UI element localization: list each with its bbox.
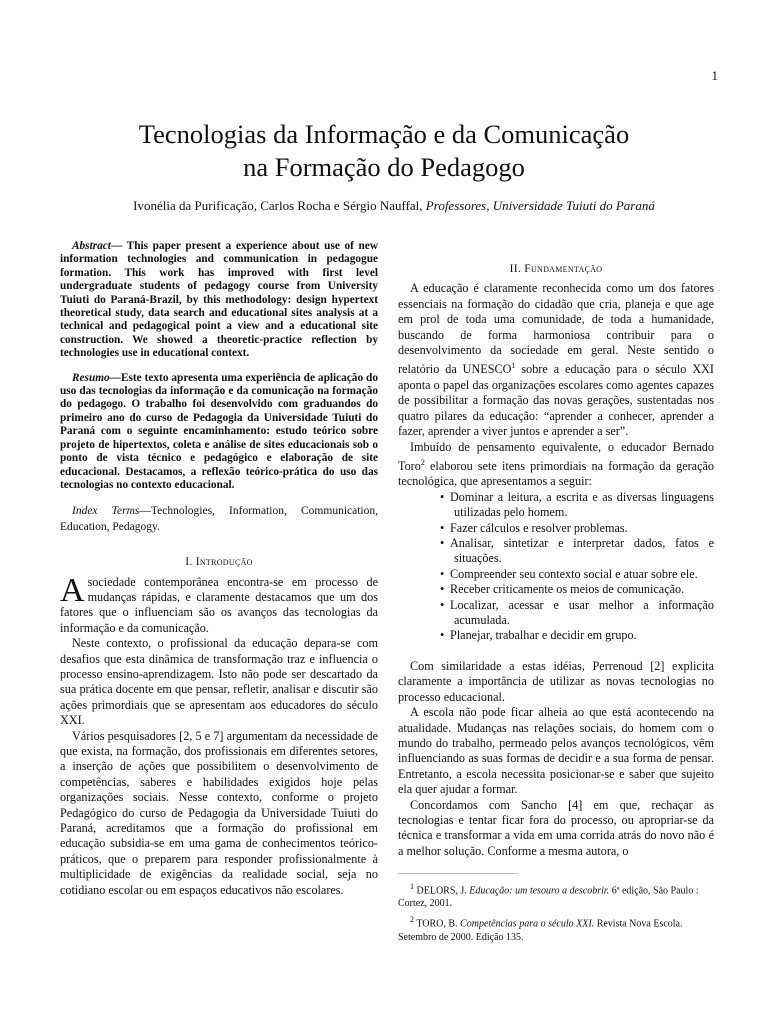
title-line-2: na Formação do Pedagogo xyxy=(243,152,525,182)
intro-paragraph-2: Neste contexto, o profissional da educação depara-se com desafios que esta dinâmica de transformação traz e influencia o processo ensino-aprendizagem. Isto não pode ser descartado da sua prática docente em que pensar, refletir, analisar e discutir são ações primordiais que se apresentam aos educadores do século XXI. xyxy=(60,636,378,728)
intro-paragraph-1: Asociedade contemporânea encontra-se em processo de mudanças rápidas, e claramente destacamos que um dos fatores que o influenciam são os avanços das tecnologias da informação e da comunicação. xyxy=(60,571,378,635)
resumo-text: —Este texto apresenta uma experiência de aplicação do uso das tecnologias da informação e da comunicação na formação do pedagogo. O trabalho foi desenvolvido com graduandos do primeiro ano do curso de Pedagogia da Universidade Tuiuti do Paraná com o seguinte encaminhamento: estudo teórico sobre projeto de hipertextos, coleta e análise de sites educacionais sob o ponto de vista técnico e pedagógico e elaboração de site educacional. Destacamos, a reflexão teórico-prática do uso das tecnologias no contexto educacional. xyxy=(60,371,378,491)
list-item: • Dominar a leitura, a escrita e as diversas linguagens utilizadas pelo homem. xyxy=(440,489,714,520)
list-item: • Planejar, trabalhar e decidir em grupo. xyxy=(440,628,637,643)
list-item: • Compreender seu contexto social e atuar sobre ele. xyxy=(440,566,698,581)
fund-paragraph-1: A educação é claramente reconhecida como um dos fatores essenciais na formação do cidadão que cria, planeja e que age em prol de toda uma comunidade, de toda a humanidade, buscando de forma harmoniosa contribuir para o desenvolvimento da sociedade em geral. Neste sentido o relatório da UNESCO$^1$ sobre a educação para o século XXI aponta o papel das organizações escolares como agentes capazes de possibilitar a formação das novas gerações, sustentadas nos quatro pilares da educação: “aprender a conhecer, aprender a fazer, aprender a viver juntos e aprender a ser”. xyxy=(398,281,714,439)
bullet-icon: • xyxy=(440,536,445,551)
left-column xyxy=(60,240,378,898)
page-number: 1 xyxy=(711,68,718,83)
index-terms-label: Index Terms xyxy=(72,505,140,518)
index-terms xyxy=(60,504,378,535)
bullet-icon: • xyxy=(440,597,445,612)
bullet-icon: • xyxy=(440,628,445,643)
abstract-label: Abstract xyxy=(72,240,111,252)
resumo-label: Resumo xyxy=(72,371,110,384)
right-column xyxy=(398,262,714,944)
footnotes xyxy=(398,880,714,944)
title-line-1: Tecnologias da Informação e da Comunicação xyxy=(138,119,630,149)
resumo xyxy=(60,372,378,493)
affiliation: Professores, Universidade Tuiuti do Paraná xyxy=(425,198,655,213)
section-1-heading: I. Introdução xyxy=(185,556,253,569)
list-item: • Receber criticamente os meios de comunicação. xyxy=(440,582,685,597)
fund-paragraph-4: A escola não pode ficar alheia ao que está acontecendo na atualidade. Mudanças nas relações sociais, do homem com o mundo do trabalho, permeado pelos avanços tecnológicos, vêm influenciando as suas formas de decidir e a sua forma de pensar. Entretanto, a escola necessita posicionar-se e saber que sujeito ela quer ajudar a formar. xyxy=(398,705,714,797)
fund-paragraph-5: Concordamos com Sancho [4] em que, rechaçar as tecnologias e tentar ficar fora do processo, ou apropriar-se da técnica e transformar a vida em uma corrida atrás do novo não é a melhor solução. Conforme a mesma autora, o xyxy=(398,797,714,858)
fund-paragraph-3: Com similaridade a estas idéias, Perrenoud [2] explicita claramente a importância de utilizar as novas tecnologias no processo educacional. xyxy=(398,658,714,704)
footnote-1: $^1$ DELORS, J. Educação: um tesouro a descobrir. 6ª edição, São Paulo : Cortez, 2001. xyxy=(398,882,699,910)
abstract-text: — This paper present a experience about use of new information technologies and communication in pedagogue formation. This work has improved with first level undergraduate students of pedagogy course from University Tuiuti do Paraná-Brazil, by this methodology: design hypertext theoretical study, data search and educational sites analysis at a technical and pedagogical point a view and a educational site construction. We showed a theoretic-practice reflection by technologies use in educational context. xyxy=(60,240,378,360)
paper-title xyxy=(40,118,728,184)
list-item: • Fazer cálculos e resolver problemas. xyxy=(440,520,628,535)
drop-cap: A xyxy=(60,571,85,609)
bullet-icon: • xyxy=(440,489,445,504)
index-terms-text: —Technologies, Information, Communication, Education, Pedagogy. xyxy=(60,505,378,533)
intro-paragraph-3: Vários pesquisadores [2, 5 e 7] argumentam da necessidade de que exista, na formação, dos profissionais em diferentes setores, a inserção de ações que possibilitem o desenvolvimento de competências, saberes e habilidades exigidos hoje pelas organizações sociais. Nesse contexto, conforme o projeto Pedagógico do curso de Pedagogia da Universidade Tuiuti do Paraná, acreditamos que a formação do profissional em educação subsidia-se em uma gama de conhecimentos teórico-práticos, que o preparem para responder profissionalmente à multiplicidade de exigências da realidade social, seja no cotidiano escolar ou em espaços educativos não escolares. xyxy=(60,728,378,897)
bullet-list xyxy=(398,490,714,644)
list-item: • Analisar, sintetizar e interpretar dados, fatos e situações. xyxy=(440,536,714,566)
bullet-icon: • xyxy=(440,520,445,535)
abstract xyxy=(60,240,378,361)
list-item: • Localizar, acessar e usar melhor a informação acumulada. xyxy=(440,597,714,628)
bullet-icon: • xyxy=(440,582,445,597)
authors: Ivonélia da Purificação, Carlos Rocha e Sérgio Nauffal, xyxy=(133,198,423,213)
footnote-ref-1: 1 xyxy=(511,361,516,371)
footnote-divider xyxy=(398,873,518,874)
section-2-heading: II. Fundamentação xyxy=(509,263,603,275)
bullet-icon: • xyxy=(440,566,445,581)
author-line xyxy=(60,198,728,214)
footnote-2: $^2$ TORO, B. Competências para o século XXI. Revista Nova Escola. Setembro de 2000. Edição 135. xyxy=(398,915,683,943)
footnote-ref-2: 2 xyxy=(420,457,425,467)
fund-paragraph-2: Imbuído de pensamento equivalente, o educador Bernado Toro$^2$ elaborou sete itens primordiais na formação da geração tecnológica, que apresentamos a seguir: xyxy=(398,439,714,489)
